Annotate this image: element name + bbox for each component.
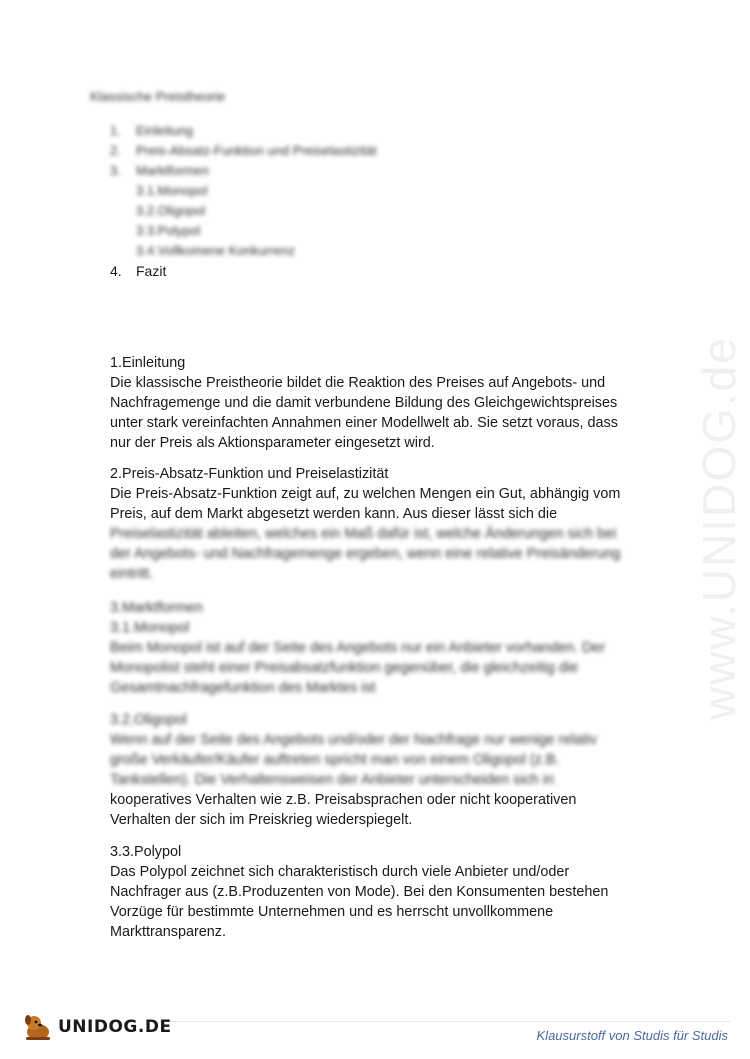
blurred-line: Preiselastizität ableiten, welches ein Maß dafür ist, welche Änderungen sich bei	[110, 526, 617, 542]
subsection-heading: 3.3.Polypol	[110, 844, 182, 860]
watermark: www.UNIDOG.de	[693, 336, 745, 720]
footer-tagline: Klausurstoff von Studis für Studis	[536, 1028, 728, 1043]
section-einleitung	[110, 353, 650, 453]
footer-divider	[160, 1021, 730, 1022]
document-title: Klassische Preistheorie	[90, 89, 226, 104]
dog-mascot-icon	[22, 1012, 54, 1042]
blurred-line: Gesamtnachfragefunktion des Marktes ist	[110, 680, 376, 696]
toc-item: 2. Preis-Absatz-Funktion und Preiselastizität	[110, 143, 377, 158]
body-line: kooperatives Verhalten wie z.B. Preisabsprachen oder nicht kooperativen	[110, 792, 577, 808]
blurred-line: Tankstellen). Die Verhaltensweisen der Anbieter unterscheiden sich in	[110, 772, 554, 788]
section-marktformen	[110, 598, 650, 698]
table-of-contents	[110, 121, 377, 281]
toc-subitem: 3.4.Vollkomene Konkurrenz	[136, 243, 295, 258]
section-polypol	[110, 842, 650, 942]
toc-subitem: 3.1.Monopol	[136, 183, 208, 198]
body-line: Nachfrager aus (z.B.Produzenten von Mode). Bei den Konsumenten bestehen	[110, 884, 609, 900]
body-line: unter stark vereinfachten Annahmen einer Modellwelt ab. Sie setzt voraus, dass	[110, 415, 618, 431]
blurred-line: Beim Monopol ist auf der Seite des Angebots nur ein Anbieter vorhanden. Der	[110, 640, 606, 656]
body-line: Die Preis-Absatz-Funktion zeigt auf, zu welchen Mengen ein Gut, abhängig vom	[110, 486, 621, 502]
blurred-line: der Angebots- und Nachfragemenge ergeben, wenn eine relative Preisänderung	[110, 546, 621, 562]
subsection-heading: 3.1.Monopol	[110, 620, 190, 636]
body-line: nur der Preis als Aktionsparameter eingesetzt wird.	[110, 435, 435, 451]
section-heading: 2.Preis-Absatz-Funktion und Preiselastizität	[110, 466, 389, 482]
section-heading: 1.Einleitung	[110, 355, 186, 371]
blurred-line: eintritt.	[110, 566, 154, 582]
body-line: Preis, auf dem Markt abgesetzt werden kann. Aus dieser lässt sich die	[110, 506, 558, 522]
toc-subitem: 3.3.Polypol	[136, 223, 201, 238]
body-line: Das Polypol zeichnet sich charakteristisch durch viele Anbieter und/oder	[110, 864, 570, 880]
toc-item: 3. Marktformen	[110, 163, 209, 178]
toc-subitem: 3.2.Oligopol	[136, 203, 206, 218]
unidog-logo[interactable]	[22, 1012, 172, 1042]
section-preis-absatz	[110, 464, 650, 584]
toc-item: 4. Fazit	[110, 263, 167, 279]
section-oligopol	[110, 710, 650, 830]
blurred-line: Monopolist steht einer Preisabsatzfunktion gegenüber, die gleichzeitig die	[110, 660, 578, 676]
body-line: Vorzüge für bestimmte Unternehmen und es herrscht unvollkommene	[110, 904, 554, 920]
body-line: Nachfragemenge und die damit verbundene Bildung des Gleichgewichtspreises	[110, 395, 618, 411]
blurred-line: große Verkäufer/Käufer auftreten spricht man von einem Oligopol (z.B.	[110, 752, 560, 768]
logo-text: UNIDOG.DE	[58, 1017, 172, 1037]
toc-item: 1. Einleitung	[110, 123, 194, 138]
body-line: Markttransparenz.	[110, 924, 226, 940]
subsection-heading: 3.2.Oligopol	[110, 712, 187, 728]
body-line: Die klassische Preistheorie bildet die Reaktion des Preises auf Angebots- und	[110, 375, 606, 391]
blurred-line: Wenn auf der Seite des Angebots und/oder der Nachfrage nur wenige relativ	[110, 732, 597, 748]
section-heading: 3.Marktformen	[110, 600, 203, 616]
body-line: Verhalten der sich im Preiskrieg wiederspiegelt.	[110, 812, 413, 828]
